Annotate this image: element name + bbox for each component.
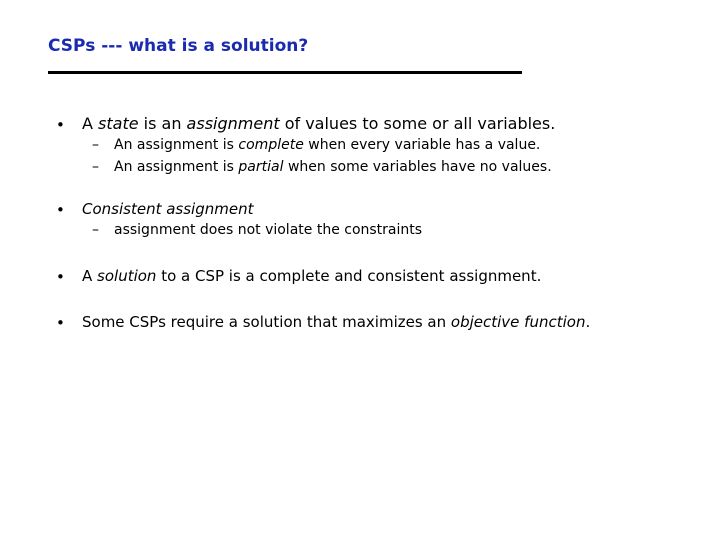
term-consistent-assignment: Consistent assignment	[82, 200, 254, 218]
bullet-dot: •	[56, 201, 65, 219]
bullet-dot: •	[56, 314, 65, 332]
term-partial: partial	[238, 159, 284, 175]
term-complete: complete	[238, 137, 304, 153]
sub-bullet-partial: – An assignment is partial when some variables have no values.	[92, 159, 552, 175]
bullet-dot: •	[56, 116, 65, 134]
term-state: state	[98, 114, 139, 133]
bullet-consistent-assignment	[82, 200, 253, 218]
bullet-dot: •	[56, 268, 65, 286]
title-underline	[48, 71, 522, 74]
slide-title: CSPs --- what is a solution?	[48, 36, 309, 56]
bullet-objective-function: Some CSPs require a solution that maximizes an objective function.	[82, 313, 591, 331]
term-assignment: assignment	[186, 114, 280, 133]
sub-bullet-consistent: – assignment does not violate the constraints	[92, 222, 423, 238]
term-solution: solution	[97, 267, 157, 285]
sub-bullet-complete: – An assignment is complete when every variable has a value.	[92, 137, 541, 153]
bullet-state-definition: A state is an assignment of values to some or all variables.	[82, 114, 556, 133]
bullet-solution: A solution to a CSP is a complete and consistent assignment.	[82, 267, 542, 285]
term-objective-function: objective function	[450, 313, 586, 331]
